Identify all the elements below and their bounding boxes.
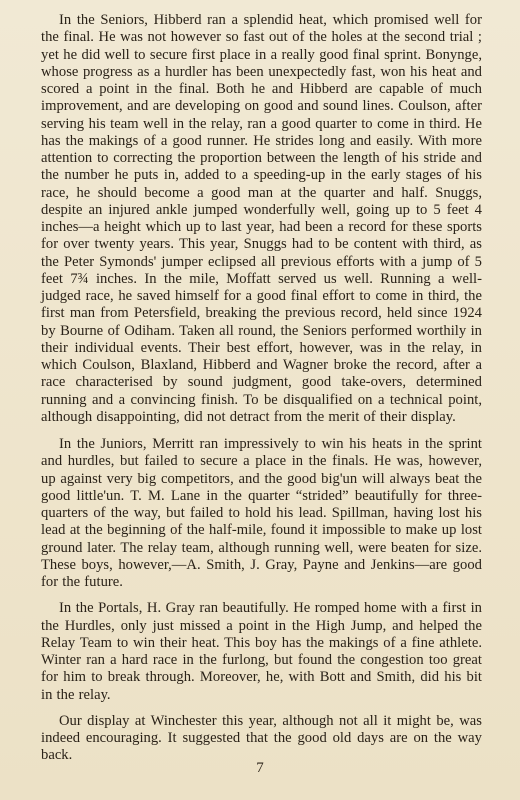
paragraph-juniors: In the Juniors, Merritt ran impressively to win his heats in the sprint and hurdles, but failed to secure a place in the finals. He was, however, up against very big competitors, and the good big'un will always beat the good little'un. T. M. Lane in the quarter “strided” beautifully for three-quarters of the way, but failed to hold his lead. Spillman, having lost his lead at the beginning of the half-mile, found it impossible to make up lost ground later. The relay team, although running well, were beaten for size. These boys, however,—A. Smith, J. Gray, Payne and Jenkins—are good for the future.	[41, 436, 482, 590]
paragraph-portals: In the Portals, H. Gray ran beautifully. He romped home with a first in the Hurdles, only just missed a point in the High Jump, and helped the Relay Team to win their heat. This boy has the makings of a fine athlete. Winter ran a hard race in the furlong, but found the congestion too great for him to break through. Moreover, he, with Bott and Smith, did his bit in the relay.	[41, 600, 482, 703]
page-number: 7	[256, 760, 264, 776]
paragraph-conclusion: Our display at Winchester this year, although not all it might be, was indeed encouraging. It suggested that the good old days are on the way back.	[41, 712, 482, 764]
paragraph-seniors: In the Seniors, Hibberd ran a splendid heat, which promised well for the final. He was not however so fast out of the holes at the second trial ; yet he did well to secure first place in a really good final sprint. Bonynge, whose progress as a hurdler has been unexpectedly fast, won his heat and scored a point in the final. Both he and Hibberd are capable of much improvement, and are developing on good and sound lines. Coulson, after serving his team well in the relay, ran a good quarter to come in third. He has the makings of a good runner. He strides long and easily. With more attention to correcting the proportion between the length of his stride and the number he puts in, added to a speeding-up in the early stages of his race, he should become a good man at the quarter and half. Snuggs, despite an injured ankle jumped wonderfully well, going up to 5 feet 4 inches—a height which up to last year, had been a record for these sports for over twenty years. This year, Snuggs had to be content with third, as the Peter Symonds' jumper eclipsed all previous efforts with a jump of 5 feet 7¾ inches. In the mile, Moffatt served us well. Running a well-judged race, he saved himself for a good final effort to come in third, the first man from Petersfield, breaking the previous record, held since 1924 by Bourne of Odiham. Taken all round, the Seniors performed worthily in their individual events. Their best effort, however, was in the relay, in which Coulson, Blaxland, Hibberd and Wagner broke the record, after a race characterised by sound judgment, good take-overs, determined running and a convincing finish. To be disqualified on a technical point, although disappointing, did not detract from the merit of their display.	[41, 12, 482, 425]
